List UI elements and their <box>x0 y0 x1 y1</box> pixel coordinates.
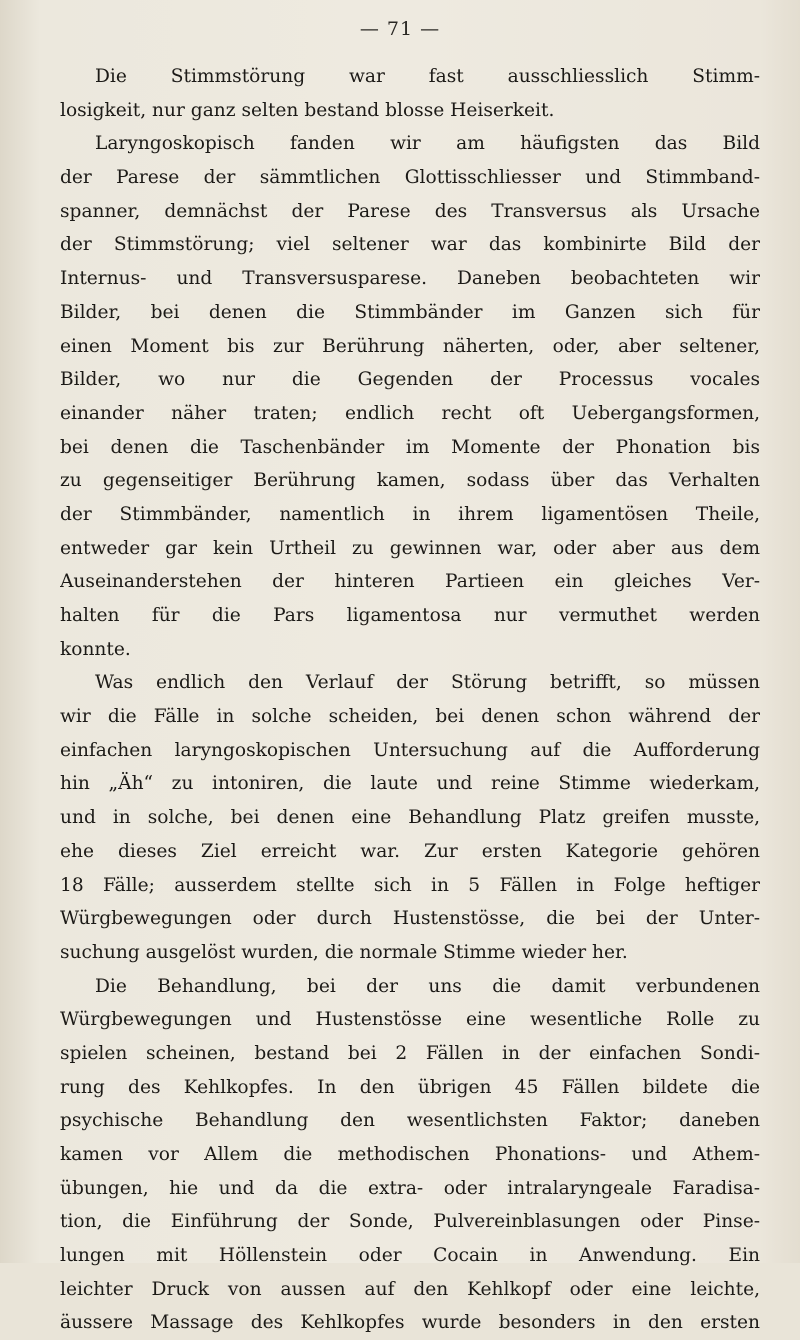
text-line: rung des Kehlkopfes. In den übrigen 45 Fällen bildete die <box>60 1076 760 1098</box>
text-line: Auseinanderstehen der hinteren Partieen ein gleiches Ver- <box>60 571 760 593</box>
text-line: Bilder, wo nur die Gegenden der Processus vocales <box>60 369 760 391</box>
text-line: leichter Druck von aussen auf den Kehlkopf oder eine leichte, <box>60 1278 760 1300</box>
text-line: bei denen die Taschenbänder im Momente der Phonation bis <box>60 436 760 458</box>
text-line: kamen vor Allem die methodischen Phonations- und Athem- <box>60 1144 760 1165</box>
text-line: Die Stimmstörung war fast ausschliesslich Stimm- <box>95 66 760 87</box>
text-line: der Stimmbänder, namentlich in ihrem ligamentösen Theile, <box>60 503 760 525</box>
text-line: zu gegenseitiger Berührung kamen, sodass über das Verhalten <box>60 470 760 492</box>
text-line: Was endlich den Verlauf der Störung betrifft, so müssen <box>95 672 760 694</box>
text-line: ehe dieses Ziel erreicht war. Zur ersten Kategorie gehören <box>60 840 760 862</box>
text-line: wir die Fälle in solche scheiden, bei denen schon während der <box>60 706 760 728</box>
text-line: Würgbewegungen oder durch Hustenstösse, die bei der Unter- <box>60 908 760 930</box>
text-line: und in solche, bei denen eine Behandlung Platz greifen musste, <box>60 807 760 829</box>
text-line: hin „Äh“ zu intoniren, die laute und reine Stimme wiederkam, <box>60 773 760 795</box>
text-line: äussere Massage des Kehlkopfes wurde besonders in den ersten <box>60 1312 760 1334</box>
text-line: Laryngoskopisch fanden wir am häufigsten das Bild <box>95 133 760 155</box>
text-line: konnte. <box>60 638 131 660</box>
text-line: einander näher traten; endlich recht oft Uebergangsformen, <box>60 402 760 424</box>
text-line: losigkeit, nur ganz selten bestand blosse Heiserkeit. <box>60 99 555 121</box>
text-line: der Parese der sämmtlichen Glottisschliesser und Stimmband- <box>60 167 760 189</box>
text-line: Würgbewegungen und Hustenstösse eine wesentliche Rolle zu <box>60 1009 760 1031</box>
text-line: spielen scheinen, bestand bei 2 Fällen in der einfachen Sondi- <box>60 1042 760 1064</box>
text-line: Bilder, bei denen die Stimmbänder im Ganzen sich für <box>60 301 760 323</box>
text-line: lungen mit Höllenstein oder Cocain in Anwendung. Ein <box>60 1245 760 1267</box>
text-line: einen Moment bis zur Berührung näherten, oder, aber seltener, <box>60 335 760 357</box>
text-line: tion, die Einführung der Sonde, Pulvereinblasungen oder Pinse- <box>60 1211 760 1233</box>
body-text <box>60 60 760 1340</box>
text-line: 18 Fälle; ausserdem stellte sich in 5 Fällen in Folge heftiger <box>60 874 760 896</box>
page-number: — 71 — <box>359 18 441 40</box>
text-line: Die Behandlung, bei der uns die damit verbundenen <box>95 975 760 997</box>
text-line: psychische Behandlung den wesentlichsten Faktor; daneben <box>60 1110 760 1132</box>
text-line: spanner, demnächst der Parese des Transversus als Ursache <box>60 200 760 222</box>
text-line: entweder gar kein Urtheil zu gewinnen war, oder aber aus dem <box>60 537 760 559</box>
text-line: Internus- und Transversusparese. Daneben beobachteten wir <box>60 268 760 290</box>
text-line: der Stimmstörung; viel seltener war das kombinirte Bild der <box>60 234 760 256</box>
text-line: halten für die Pars ligamentosa nur vermuthet werden <box>60 605 760 626</box>
text-line: suchung ausgelöst wurden, die normale Stimme wieder her. <box>60 941 628 963</box>
text-line: übungen, hie und da die extra- oder intralaryngeale Faradisa- <box>60 1177 760 1199</box>
text-line: einfachen laryngoskopischen Untersuchung auf die Aufforderung <box>60 739 760 761</box>
